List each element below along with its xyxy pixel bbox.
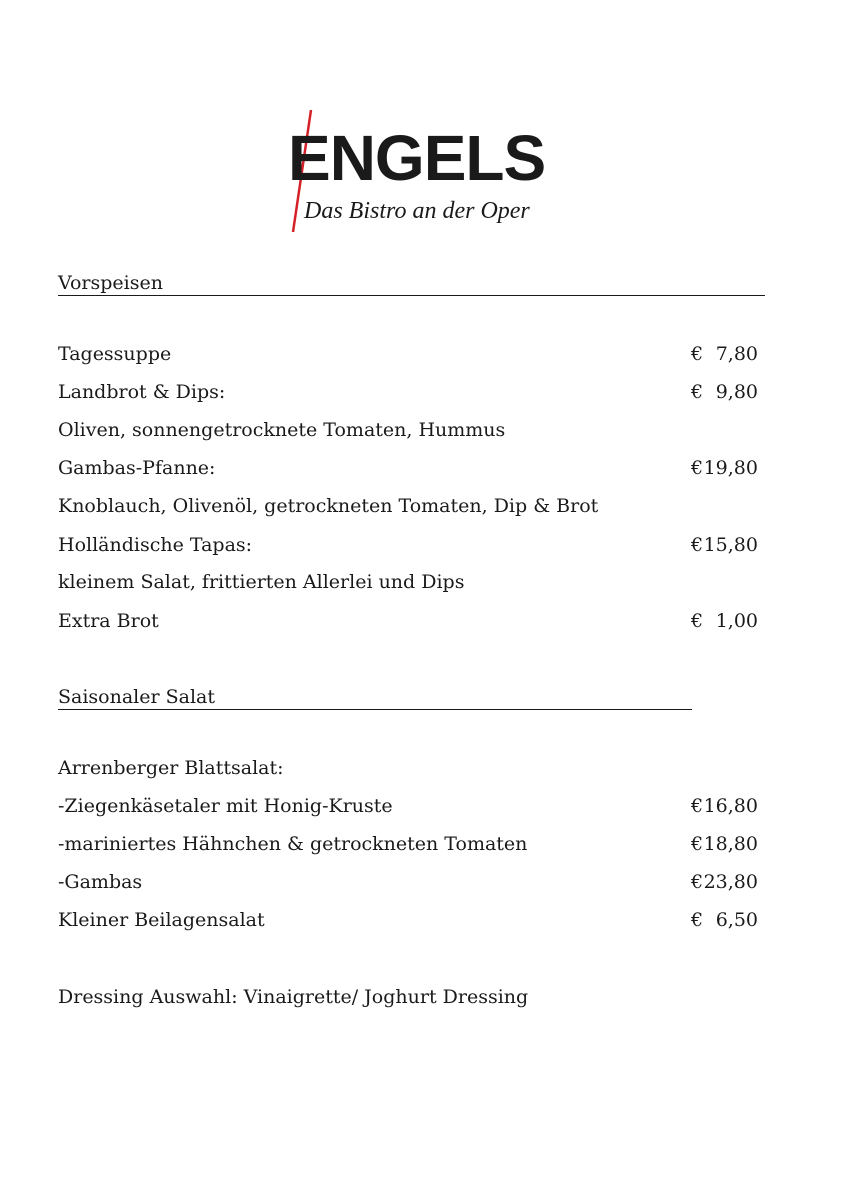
menu-item-description [58,493,758,519]
currency-symbol: € [691,343,704,365]
menu-item [58,532,758,558]
currency-symbol: € [691,909,704,931]
restaurant-logo [284,108,574,238]
menu-item [58,379,758,405]
item-label: Tagessuppe [58,343,172,365]
item-label: Gambas-Pfanne: [58,457,216,479]
menu-item-description [58,569,758,595]
menu-item-description [58,417,758,443]
item-label: Extra Brot [58,610,159,632]
section-heading-vorspeisen: Vorspeisen [58,272,765,296]
currency-symbol: € [691,381,704,403]
item-label: Landbrot & Dips: [58,381,226,403]
section-heading-saisonaler-salat: Saisonaler Salat [58,686,692,710]
currency-symbol: € [691,457,704,479]
menu-item [58,455,758,481]
logo-tagline: Das Bistro an der Oper [304,198,530,224]
dressing-note [58,984,758,1010]
menu-item [58,907,758,933]
price-amount: 1,00 [715,610,758,632]
currency-symbol: € [691,795,704,817]
dressing-note-text: Dressing Auswahl: Vinaigrette/ Joghurt Dressing [58,986,529,1008]
currency-symbol: € [691,871,704,893]
menu-item [58,608,758,634]
menu-item [58,341,758,367]
price-amount: 18,80 [703,833,758,855]
item-label: Kleiner Beilagensalat [58,909,265,931]
price-amount: 15,80 [703,534,758,556]
price-amount: 23,80 [703,871,758,893]
item-label: kleinem Salat, frittierten Allerlei und Dips [58,571,465,593]
item-label: Arrenberger Blattsalat: [58,757,284,779]
item-label: -mariniertes Hähnchen & getrockneten Tomaten [58,833,528,855]
price-amount: 9,80 [715,381,758,403]
currency-symbol: € [691,833,704,855]
menu-item [58,831,758,857]
logo-wordmark: ENGELS [288,122,546,194]
price-amount: 16,80 [703,795,758,817]
price-amount: 19,80 [703,457,758,479]
menu-item [58,755,758,781]
currency-symbol: € [691,610,704,632]
item-label: Knoblauch, Olivenöl, getrockneten Tomaten, Dip & Brot [58,495,599,517]
menu-item [58,793,758,819]
item-label: -Gambas [58,871,143,893]
item-label: Holländische Tapas: [58,534,253,556]
menu-item [58,869,758,895]
currency-symbol: € [691,534,704,556]
item-label: Oliven, sonnengetrocknete Tomaten, Hummus [58,419,506,441]
price-amount: 6,50 [715,909,758,931]
item-label: -Ziegenkäsetaler mit Honig-Kruste [58,795,393,817]
price-amount: 7,80 [715,343,758,365]
